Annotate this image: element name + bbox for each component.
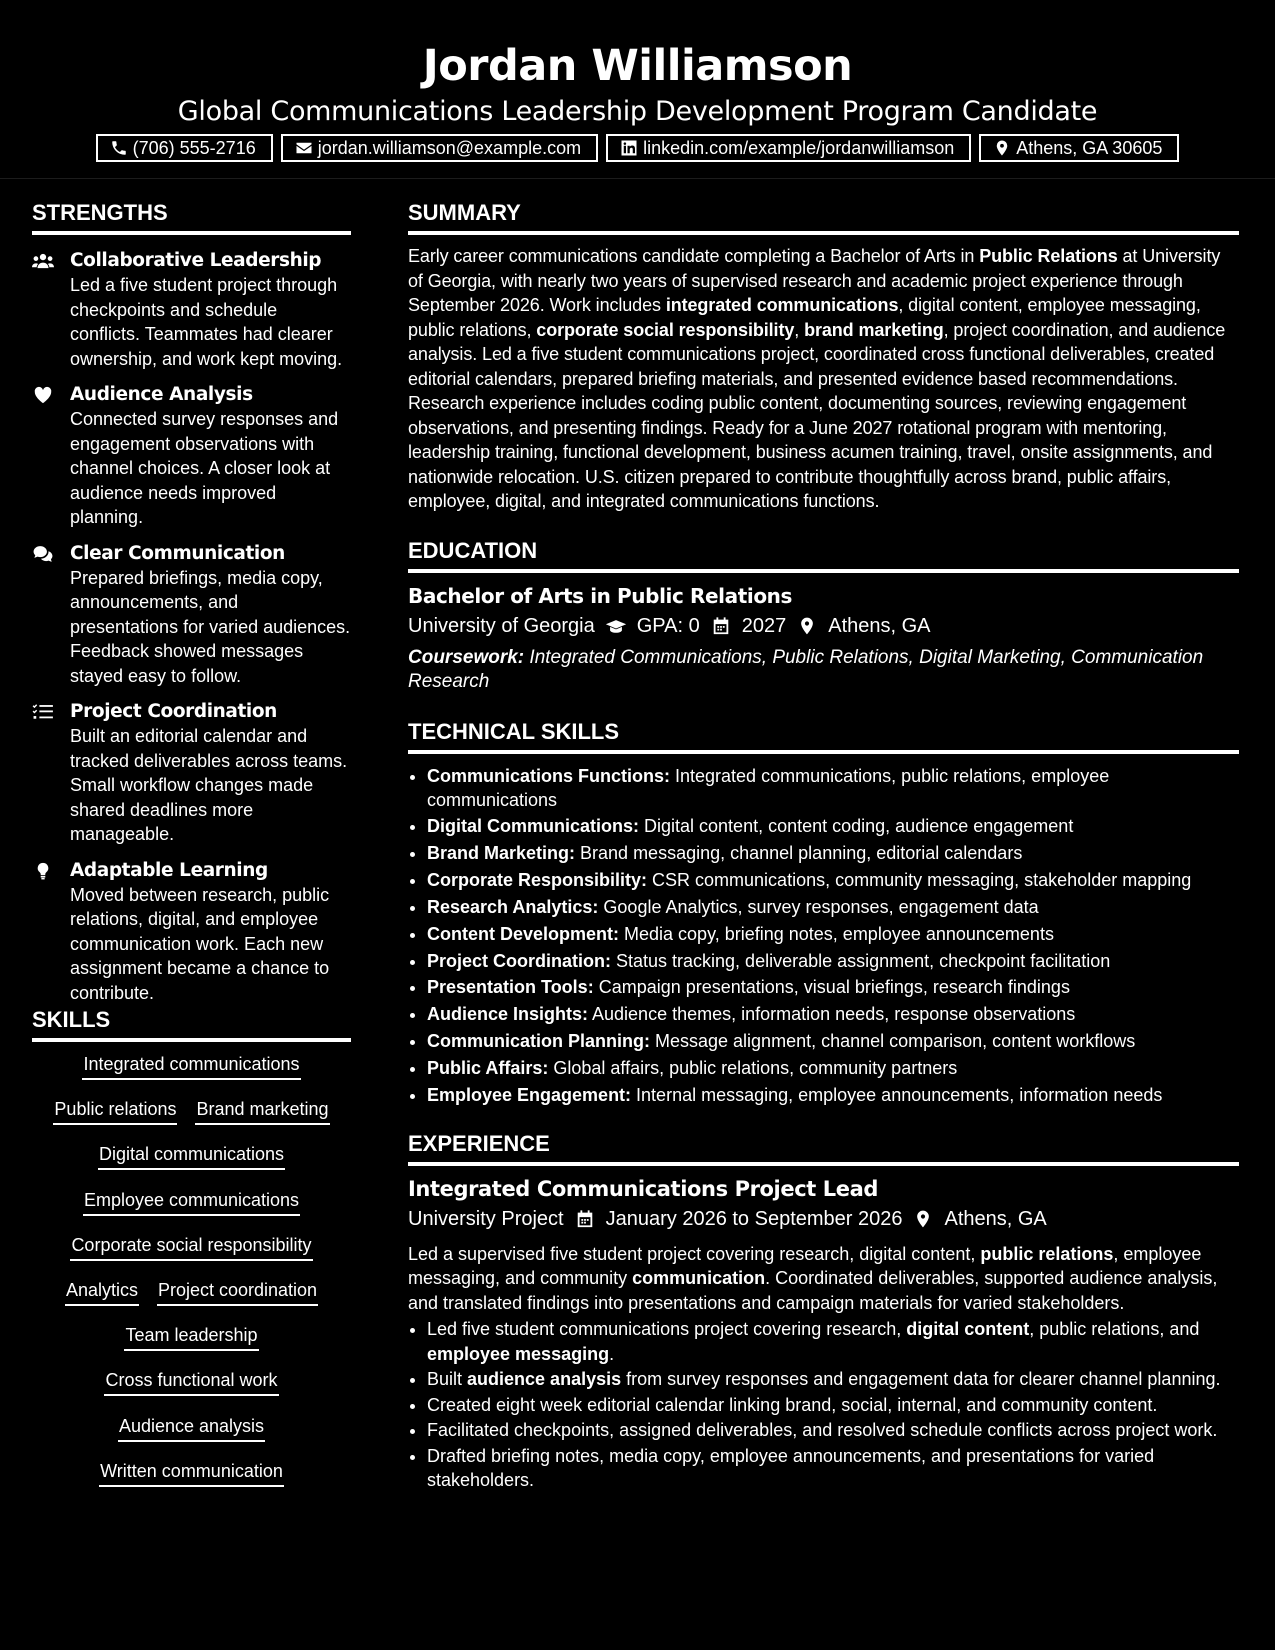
job-meta bbox=[408, 1205, 1239, 1233]
contact-location bbox=[979, 134, 1179, 162]
strength-title: Project Coordination bbox=[70, 701, 277, 722]
list-item: • Research Analytics: Google Analytics, survey responses, engagement data bbox=[427, 895, 1239, 919]
list-item: • Corporate Responsibility: CSR communications, community messaging, stakeholder mapping bbox=[427, 868, 1239, 892]
location-text: Athens, GA 30605 bbox=[1016, 137, 1163, 158]
strength-item bbox=[32, 700, 351, 847]
skills-list bbox=[32, 1042, 351, 1504]
education-heading: EDUCATION bbox=[408, 536, 1239, 573]
list-item: • Created eight week editorial calendar linking brand, social, internal, and community content. bbox=[427, 1393, 1239, 1418]
list-item: • Project Coordination: Status tracking, deliverable assignment, checkpoint facilitation bbox=[427, 949, 1239, 973]
technical-list bbox=[408, 764, 1239, 1107]
list-item: • Public Affairs: Global affairs, public relations, community partners bbox=[427, 1056, 1239, 1080]
education-meta bbox=[408, 612, 1239, 640]
comments-icon bbox=[32, 545, 54, 563]
job-location: Athens, GA bbox=[944, 1207, 1047, 1230]
contact-email[interactable] bbox=[281, 134, 598, 162]
email-text: jordan.williamson@example.com bbox=[317, 137, 582, 158]
map-marker-icon bbox=[796, 616, 818, 636]
technical-section bbox=[408, 717, 1239, 1107]
strength-item bbox=[32, 383, 351, 530]
users-icon bbox=[32, 252, 54, 270]
strength-text: Connected survey responses and engagement observations with channel choices. A closer look at audience needs improved planning. bbox=[70, 409, 339, 527]
strength-title: Adaptable Learning bbox=[70, 859, 268, 881]
experience-heading: EXPERIENCE bbox=[408, 1129, 1239, 1166]
calendar-icon bbox=[574, 1209, 596, 1229]
list-item: • Communications Functions: Integrated communications, public relations, employee communications bbox=[427, 764, 1239, 812]
skill-tag: Analytics bbox=[65, 1278, 139, 1306]
experience-section bbox=[408, 1129, 1239, 1493]
resume-header bbox=[0, 0, 1275, 179]
contact-linkedin[interactable] bbox=[606, 134, 971, 162]
strength-text: Led a five student project through checkpoints and schedule conflicts. Teammates had clearer ownership, and work kept moving. bbox=[70, 275, 343, 369]
list-item: • Brand Marketing: Brand messaging, channel planning, editorial calendars bbox=[427, 841, 1239, 865]
degree-title: Bachelor of Arts in Public Relations bbox=[408, 583, 793, 608]
skill-tag: Audience analysis bbox=[118, 1414, 265, 1442]
education-section bbox=[408, 536, 1239, 695]
list-item: • Content Development: Media copy, briefing notes, employee announcements bbox=[427, 922, 1239, 946]
skill-tag: Integrated communications bbox=[82, 1052, 300, 1080]
strength-title: Audience Analysis bbox=[70, 384, 253, 405]
skills-heading: SKILLS bbox=[32, 1005, 351, 1042]
candidate-name: Jordan Williamson bbox=[422, 41, 853, 91]
list-item: • Facilitated checkpoints, assigned deliverables, and resolved schedule conflicts across project work. bbox=[427, 1418, 1239, 1443]
list-item: • Communication Planning: Message alignment, channel comparison, content workflows bbox=[427, 1029, 1239, 1053]
envelope-icon bbox=[295, 139, 313, 157]
skill-tag: Brand marketing bbox=[195, 1097, 329, 1125]
calendar-icon bbox=[710, 616, 732, 636]
strength-text: Built an editorial calendar and tracked deliverables across teams. Small workflow changes made shared deadlines more manageable. bbox=[70, 726, 348, 844]
skill-tag: Public relations bbox=[53, 1097, 177, 1125]
heart-icon bbox=[32, 386, 54, 404]
contact-phone[interactable] bbox=[96, 134, 273, 162]
list-item: • Digital Communications: Digital content, content coding, audience engagement bbox=[427, 814, 1239, 838]
list-item: • Built audience analysis from survey responses and engagement data for clearer channel planning. bbox=[427, 1367, 1239, 1392]
school-name: University of Georgia bbox=[408, 614, 595, 637]
graduation-cap-icon bbox=[605, 616, 627, 636]
skill-tag: Digital communications bbox=[98, 1142, 285, 1170]
skill-tag: Corporate social responsibility bbox=[70, 1233, 312, 1261]
list-check-icon bbox=[32, 703, 54, 721]
list-item: • Employee Engagement: Internal messaging, employee announcements, information needs bbox=[427, 1083, 1239, 1107]
job-title: Integrated Communications Project Lead bbox=[408, 1176, 879, 1201]
strength-text: Moved between research, public relations, digital, and employee communication work. Each new assignment became a chance to contribute. bbox=[70, 884, 330, 1003]
phone-text: (706) 555-2716 bbox=[132, 137, 256, 158]
summary-heading: SUMMARY bbox=[408, 198, 1239, 235]
strengths-heading: STRENGTHS bbox=[32, 198, 351, 235]
strength-item bbox=[32, 542, 351, 689]
left-column bbox=[32, 198, 351, 1504]
job-org: University Project bbox=[408, 1207, 564, 1230]
skill-tag: Employee communications bbox=[83, 1188, 300, 1216]
list-item: • Presentation Tools: Campaign presentations, visual briefings, research findings bbox=[427, 975, 1239, 999]
education-location: Athens, GA bbox=[828, 614, 931, 637]
summary-text: Early career communications candidate completing a Bachelor of Arts in Public Relations at University of Georgia, with nearly two years of supervised research and academic project experience through September 2026. Work includes integrated communications, digital content, employee messaging, public relations, corporate social responsibility, brand marketing, project coordination, and audience analysis. Led a five student communications project, coordinated cross functional deliverables, created editorial calendars, prepared briefing materials, and presented evidence based recommendations. Research experience includes coding public content, documenting sources, reviewing engagement observations, and presenting findings. Ready for a June 2027 rotational program with mentoring, leadership training, functional development, business acumen training, travel, onsite assignments, and nationwide relocation. U.S. citizen prepared to contribute thoughtfully across brand, public affairs, employee, digital, and integrated communications functions. bbox=[408, 246, 1226, 511]
list-item: • Drafted briefing notes, media copy, employee announcements, and presentations for varied stakeholders. bbox=[427, 1444, 1239, 1493]
strength-title: Collaborative Leadership bbox=[70, 250, 322, 271]
map-marker-icon bbox=[912, 1209, 934, 1229]
technical-heading: TECHNICAL SKILLS bbox=[408, 717, 1239, 754]
list-item: • Led five student communications project covering research, digital content, public relations, and employee messaging. bbox=[427, 1317, 1239, 1366]
skill-tag: Team leadership bbox=[124, 1323, 258, 1351]
skill-tag: Written communication bbox=[99, 1459, 284, 1487]
job-dates: January 2026 to September 2026 bbox=[605, 1207, 903, 1230]
phone-icon bbox=[110, 139, 128, 157]
linkedin-icon bbox=[620, 139, 638, 157]
skill-tag: Cross functional work bbox=[104, 1368, 278, 1396]
strength-text: Prepared briefings, media copy, announcements, and presentations for varied audiences. Feedback showed messages stayed easy to follow. bbox=[70, 567, 351, 686]
list-item: • Audience Insights: Audience themes, information needs, response observations bbox=[427, 1002, 1239, 1026]
job-description: Led a supervised five student project covering research, digital content, public relations, employee messaging, and community communication. Coordinated deliverables, supported audience analysis, and translated findings into presentations and campaign materials for varied stakeholders. bbox=[408, 1243, 1218, 1313]
map-marker-icon bbox=[993, 139, 1011, 157]
contact-bar bbox=[0, 134, 1275, 162]
gpa: GPA: 0 bbox=[636, 614, 700, 637]
lightbulb-icon bbox=[32, 862, 54, 880]
strength-title: Clear Communication bbox=[70, 542, 285, 564]
coursework: Coursework: Integrated Communications, Public Relations, Digital Marketing, Communication Research bbox=[408, 646, 1204, 692]
skill-tag: Project coordination bbox=[157, 1278, 318, 1306]
linkedin-text: linkedin.com/example/jordanwilliamson bbox=[643, 137, 955, 158]
strength-item bbox=[32, 249, 351, 371]
graduation-year: 2027 bbox=[741, 614, 787, 637]
strength-item bbox=[32, 859, 351, 1006]
job-bullets bbox=[408, 1317, 1239, 1493]
candidate-title: Global Communications Leadership Development Program Candidate bbox=[177, 96, 1098, 127]
right-column bbox=[408, 198, 1239, 1494]
